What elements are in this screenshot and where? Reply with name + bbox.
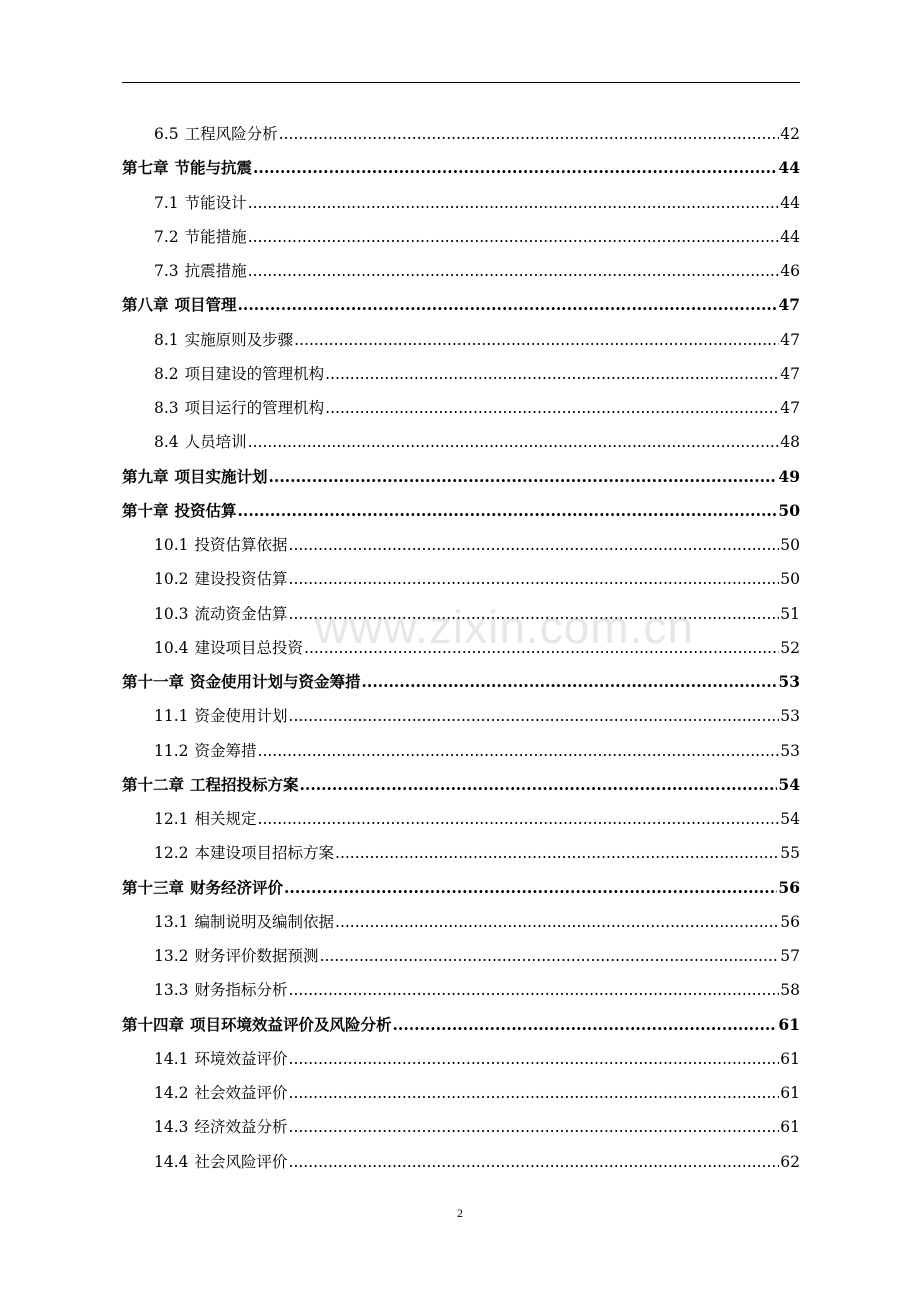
toc-section-entry[interactable] bbox=[122, 528, 800, 562]
toc-entry-page: 61 bbox=[780, 1084, 800, 1102]
toc-dot-leader bbox=[335, 836, 779, 870]
toc-dot-leader bbox=[335, 905, 779, 939]
toc-entry-title: 财务指标分析 bbox=[194, 981, 288, 1000]
toc-entry-page: 49 bbox=[778, 466, 800, 486]
toc-entry-page: 56 bbox=[780, 912, 800, 931]
toc-entry-page: 55 bbox=[780, 844, 800, 863]
toc-dot-leader bbox=[325, 357, 779, 391]
toc-entry-number: 第十二章 bbox=[122, 774, 185, 794]
toc-dot-leader bbox=[325, 391, 779, 425]
toc-entry-label bbox=[122, 460, 268, 494]
toc-entry-page: 53 bbox=[780, 741, 800, 760]
toc-entry-title: 抗震措施 bbox=[184, 262, 247, 280]
toc-entry-number: 第九章 bbox=[122, 466, 169, 486]
toc-dot-leader bbox=[289, 562, 780, 596]
toc-entry-page: 50 bbox=[778, 500, 800, 520]
toc-entry-label bbox=[154, 1042, 288, 1076]
toc-section-entry[interactable] bbox=[122, 973, 800, 1007]
toc-entry-number: 第十四章 bbox=[122, 1014, 185, 1034]
toc-chapter-entry[interactable] bbox=[122, 460, 800, 494]
toc-entry-label bbox=[154, 1110, 288, 1144]
toc-entry-title: 项目建设的管理机构 bbox=[184, 364, 325, 383]
toc-entry-title: 社会风险评价 bbox=[194, 1152, 288, 1171]
toc-section-entry[interactable] bbox=[122, 117, 800, 151]
toc-entry-title: 投资估算依据 bbox=[194, 536, 288, 554]
toc-section-entry[interactable] bbox=[122, 186, 800, 220]
toc-entry-title: 资金使用计划与资金筹措 bbox=[190, 672, 361, 691]
toc-entry-title: 实施原则及步骤 bbox=[184, 330, 294, 349]
toc-entry-number: 第七章 bbox=[122, 158, 169, 178]
toc-entry-title: 财务评价数据预测 bbox=[194, 947, 319, 965]
toc-entry-page: 62 bbox=[780, 1152, 800, 1171]
toc-dot-leader bbox=[279, 117, 780, 151]
toc-entry-title: 工程招投标方案 bbox=[190, 774, 299, 794]
toc-entry-label bbox=[122, 1008, 392, 1042]
toc-dot-leader bbox=[289, 699, 780, 733]
toc-entry-number: 7.3 bbox=[154, 262, 179, 280]
toc-entry-page: 56 bbox=[778, 877, 800, 897]
toc-entry-label bbox=[154, 186, 247, 220]
toc-entry-title: 环境效益评价 bbox=[194, 1049, 288, 1068]
toc-entry-label bbox=[154, 939, 319, 973]
toc-section-entry[interactable] bbox=[122, 836, 800, 870]
toc-entry-label bbox=[154, 597, 288, 631]
toc-entry-label bbox=[154, 391, 324, 425]
toc-entry-title: 项目管理 bbox=[174, 295, 237, 315]
toc-entry-number: 7.2 bbox=[154, 227, 179, 246]
toc-section-entry[interactable] bbox=[122, 391, 800, 425]
toc-entry-label bbox=[122, 494, 237, 528]
toc-entry-page: 47 bbox=[780, 330, 800, 349]
toc-dot-leader bbox=[289, 1042, 780, 1076]
toc-entry-title: 财务经济评价 bbox=[190, 877, 284, 897]
toc-entry-label bbox=[154, 734, 257, 768]
toc-entry-title: 建设项目总投资 bbox=[194, 638, 304, 657]
toc-section-entry[interactable] bbox=[122, 802, 800, 836]
toc-entry-title: 人员培训 bbox=[184, 433, 247, 452]
toc-section-entry[interactable] bbox=[122, 323, 800, 357]
toc-entry-label bbox=[154, 836, 334, 870]
toc-entry-page: 50 bbox=[780, 570, 800, 589]
toc-entry-page: 53 bbox=[778, 672, 800, 691]
toc-entry-page: 47 bbox=[780, 364, 800, 383]
toc-entry-label bbox=[154, 973, 288, 1007]
toc-entry-page: 46 bbox=[780, 262, 800, 280]
toc-chapter-entry[interactable] bbox=[122, 288, 800, 322]
toc-entry-label bbox=[154, 562, 288, 596]
toc-section-entry[interactable] bbox=[122, 562, 800, 596]
toc-section-entry[interactable] bbox=[122, 357, 800, 391]
toc-entry-title: 社会效益评价 bbox=[194, 1084, 288, 1102]
toc-entry-number: 10.4 bbox=[154, 638, 189, 657]
toc-entry-number: 13.2 bbox=[154, 947, 189, 965]
toc-entry-page: 50 bbox=[780, 536, 800, 554]
toc-section-entry[interactable] bbox=[122, 1042, 800, 1076]
toc-entry-number: 14.3 bbox=[154, 1118, 189, 1137]
toc-entry-number: 12.2 bbox=[154, 844, 189, 863]
toc-section-entry[interactable] bbox=[122, 1145, 800, 1179]
toc-dot-leader bbox=[300, 768, 778, 802]
toc-section-entry[interactable] bbox=[122, 939, 800, 973]
toc-entry-title: 建设投资估算 bbox=[194, 570, 288, 589]
toc-dot-leader bbox=[393, 1008, 778, 1042]
toc-chapter-entry[interactable] bbox=[122, 1008, 800, 1042]
toc-entry-number: 6.5 bbox=[154, 125, 179, 143]
toc-entry-page: 48 bbox=[780, 433, 800, 452]
toc-entry-title: 投资估算 bbox=[174, 500, 237, 520]
toc-entry-page: 53 bbox=[780, 707, 800, 726]
toc-entry-page: 57 bbox=[780, 947, 800, 965]
toc-dot-leader bbox=[269, 460, 778, 494]
toc-dot-leader bbox=[248, 220, 780, 254]
toc-entry-number: 第十章 bbox=[122, 500, 169, 520]
toc-entry-page: 54 bbox=[778, 774, 800, 794]
toc-dot-leader bbox=[294, 323, 779, 357]
toc-dot-leader bbox=[248, 186, 780, 220]
toc-section-entry[interactable] bbox=[122, 254, 800, 288]
toc-entry-page: 61 bbox=[780, 1118, 800, 1137]
toc-section-entry[interactable] bbox=[122, 905, 800, 939]
toc-entry-title: 项目运行的管理机构 bbox=[184, 399, 325, 417]
toc-entry-number: 8.3 bbox=[154, 399, 179, 417]
toc-dot-leader bbox=[289, 973, 780, 1007]
toc-entry-number: 13.3 bbox=[154, 981, 189, 1000]
toc-section-entry[interactable] bbox=[122, 1110, 800, 1144]
toc-chapter-entry[interactable] bbox=[122, 871, 800, 905]
toc-entry-label bbox=[122, 288, 237, 322]
toc-entry-page: 44 bbox=[778, 158, 800, 178]
toc-entry-number: 第十一章 bbox=[122, 672, 185, 691]
toc-section-entry[interactable] bbox=[122, 1076, 800, 1110]
toc-dot-leader bbox=[258, 734, 780, 768]
toc-entry-number: 8.2 bbox=[154, 364, 179, 383]
toc-entry-title: 工程风险分析 bbox=[184, 125, 278, 143]
toc-entry-title: 资金使用计划 bbox=[194, 707, 288, 726]
toc-entry-title: 节能措施 bbox=[184, 227, 247, 246]
toc-entry-label bbox=[154, 425, 247, 459]
toc-dot-leader bbox=[362, 665, 778, 699]
toc-entry-page: 61 bbox=[780, 1049, 800, 1068]
toc-entry-number: 11.1 bbox=[154, 707, 189, 726]
toc-entry-label bbox=[154, 905, 334, 939]
toc-entry-page: 44 bbox=[780, 227, 800, 246]
toc-entry-label bbox=[154, 323, 293, 357]
toc-entry-number: 7.1 bbox=[154, 193, 179, 212]
toc-entry-title: 相关规定 bbox=[194, 810, 257, 828]
toc-entry-number: 12.1 bbox=[154, 810, 189, 828]
header-rule bbox=[122, 82, 800, 83]
page-number: 2 bbox=[457, 1206, 463, 1220]
toc-entry-label bbox=[154, 254, 247, 288]
toc-dot-leader bbox=[248, 425, 780, 459]
toc-entry-title: 节能与抗震 bbox=[174, 158, 253, 178]
toc-entry-label bbox=[154, 1145, 288, 1179]
toc-entry-number: 13.1 bbox=[154, 912, 189, 931]
toc-entry-label bbox=[154, 1076, 288, 1110]
toc-entry-page: 51 bbox=[780, 604, 800, 623]
toc-entry-label bbox=[154, 631, 303, 665]
toc-section-entry[interactable] bbox=[122, 734, 800, 768]
toc-chapter-entry[interactable] bbox=[122, 494, 800, 528]
toc-entry-number: 10.3 bbox=[154, 604, 189, 623]
toc-entry-title: 经济效益分析 bbox=[194, 1118, 288, 1137]
toc-entry-label bbox=[154, 220, 247, 254]
toc-entry-number: 14.1 bbox=[154, 1049, 189, 1068]
toc-chapter-entry[interactable] bbox=[122, 665, 800, 699]
toc-entry-page: 52 bbox=[780, 638, 800, 657]
toc-entry-title: 节能设计 bbox=[184, 193, 247, 212]
toc-entry-title: 本建设项目招标方案 bbox=[194, 844, 335, 863]
toc-entry-label bbox=[122, 768, 299, 802]
toc-dot-leader bbox=[258, 802, 780, 836]
toc-entry-page: 47 bbox=[778, 295, 800, 315]
toc-dot-leader bbox=[238, 288, 778, 322]
watermark: www.zixin.com.cn bbox=[315, 601, 694, 653]
toc-entry-title: 流动资金估算 bbox=[194, 604, 288, 623]
toc-entry-number: 14.4 bbox=[154, 1152, 189, 1171]
toc-dot-leader bbox=[248, 254, 780, 288]
toc-entry-label bbox=[154, 117, 278, 151]
toc-entry-number: 10.1 bbox=[154, 536, 189, 554]
toc-entry-page: 61 bbox=[778, 1014, 800, 1034]
toc-entry-page: 54 bbox=[780, 810, 800, 828]
toc-section-entry[interactable] bbox=[122, 425, 800, 459]
toc-dot-leader bbox=[253, 151, 777, 185]
toc-entry-label bbox=[154, 357, 324, 391]
toc-entry-label bbox=[122, 665, 361, 699]
toc-chapter-entry[interactable] bbox=[122, 768, 800, 802]
toc-entry-page: 42 bbox=[780, 125, 800, 143]
toc-entry-title: 资金筹措 bbox=[194, 741, 257, 760]
toc-entry-label bbox=[154, 528, 288, 562]
toc-entry-number: 第十三章 bbox=[122, 877, 185, 897]
toc-entry-number: 14.2 bbox=[154, 1084, 189, 1102]
toc-section-entry[interactable] bbox=[122, 699, 800, 733]
toc-entry-title: 编制说明及编制依据 bbox=[194, 912, 335, 931]
toc-entry-page: 47 bbox=[780, 399, 800, 417]
toc-entry-label bbox=[122, 151, 252, 185]
toc-entry-title: 项目环境效益评价及风险分析 bbox=[190, 1014, 392, 1034]
toc-dot-leader bbox=[238, 494, 778, 528]
toc-dot-leader bbox=[289, 1110, 780, 1144]
toc-entry-label bbox=[154, 699, 288, 733]
toc-entry-number: 8.4 bbox=[154, 433, 179, 452]
toc-entry-label bbox=[154, 802, 257, 836]
toc-entry-label bbox=[122, 871, 283, 905]
toc-entry-number: 第八章 bbox=[122, 295, 169, 315]
toc-entry-page: 58 bbox=[780, 981, 800, 1000]
toc-entry-number: 8.1 bbox=[154, 330, 179, 349]
toc-entry-number: 11.2 bbox=[154, 741, 189, 760]
toc-dot-leader bbox=[320, 939, 780, 973]
toc-entry-page: 44 bbox=[780, 193, 800, 212]
toc-dot-leader bbox=[289, 1076, 780, 1110]
toc-entry-title: 项目实施计划 bbox=[174, 466, 268, 486]
toc-chapter-entry[interactable] bbox=[122, 151, 800, 185]
toc-entry-number: 10.2 bbox=[154, 570, 189, 589]
toc-dot-leader bbox=[289, 528, 780, 562]
toc-section-entry[interactable] bbox=[122, 220, 800, 254]
toc-dot-leader bbox=[289, 1145, 780, 1179]
toc-dot-leader bbox=[284, 871, 777, 905]
